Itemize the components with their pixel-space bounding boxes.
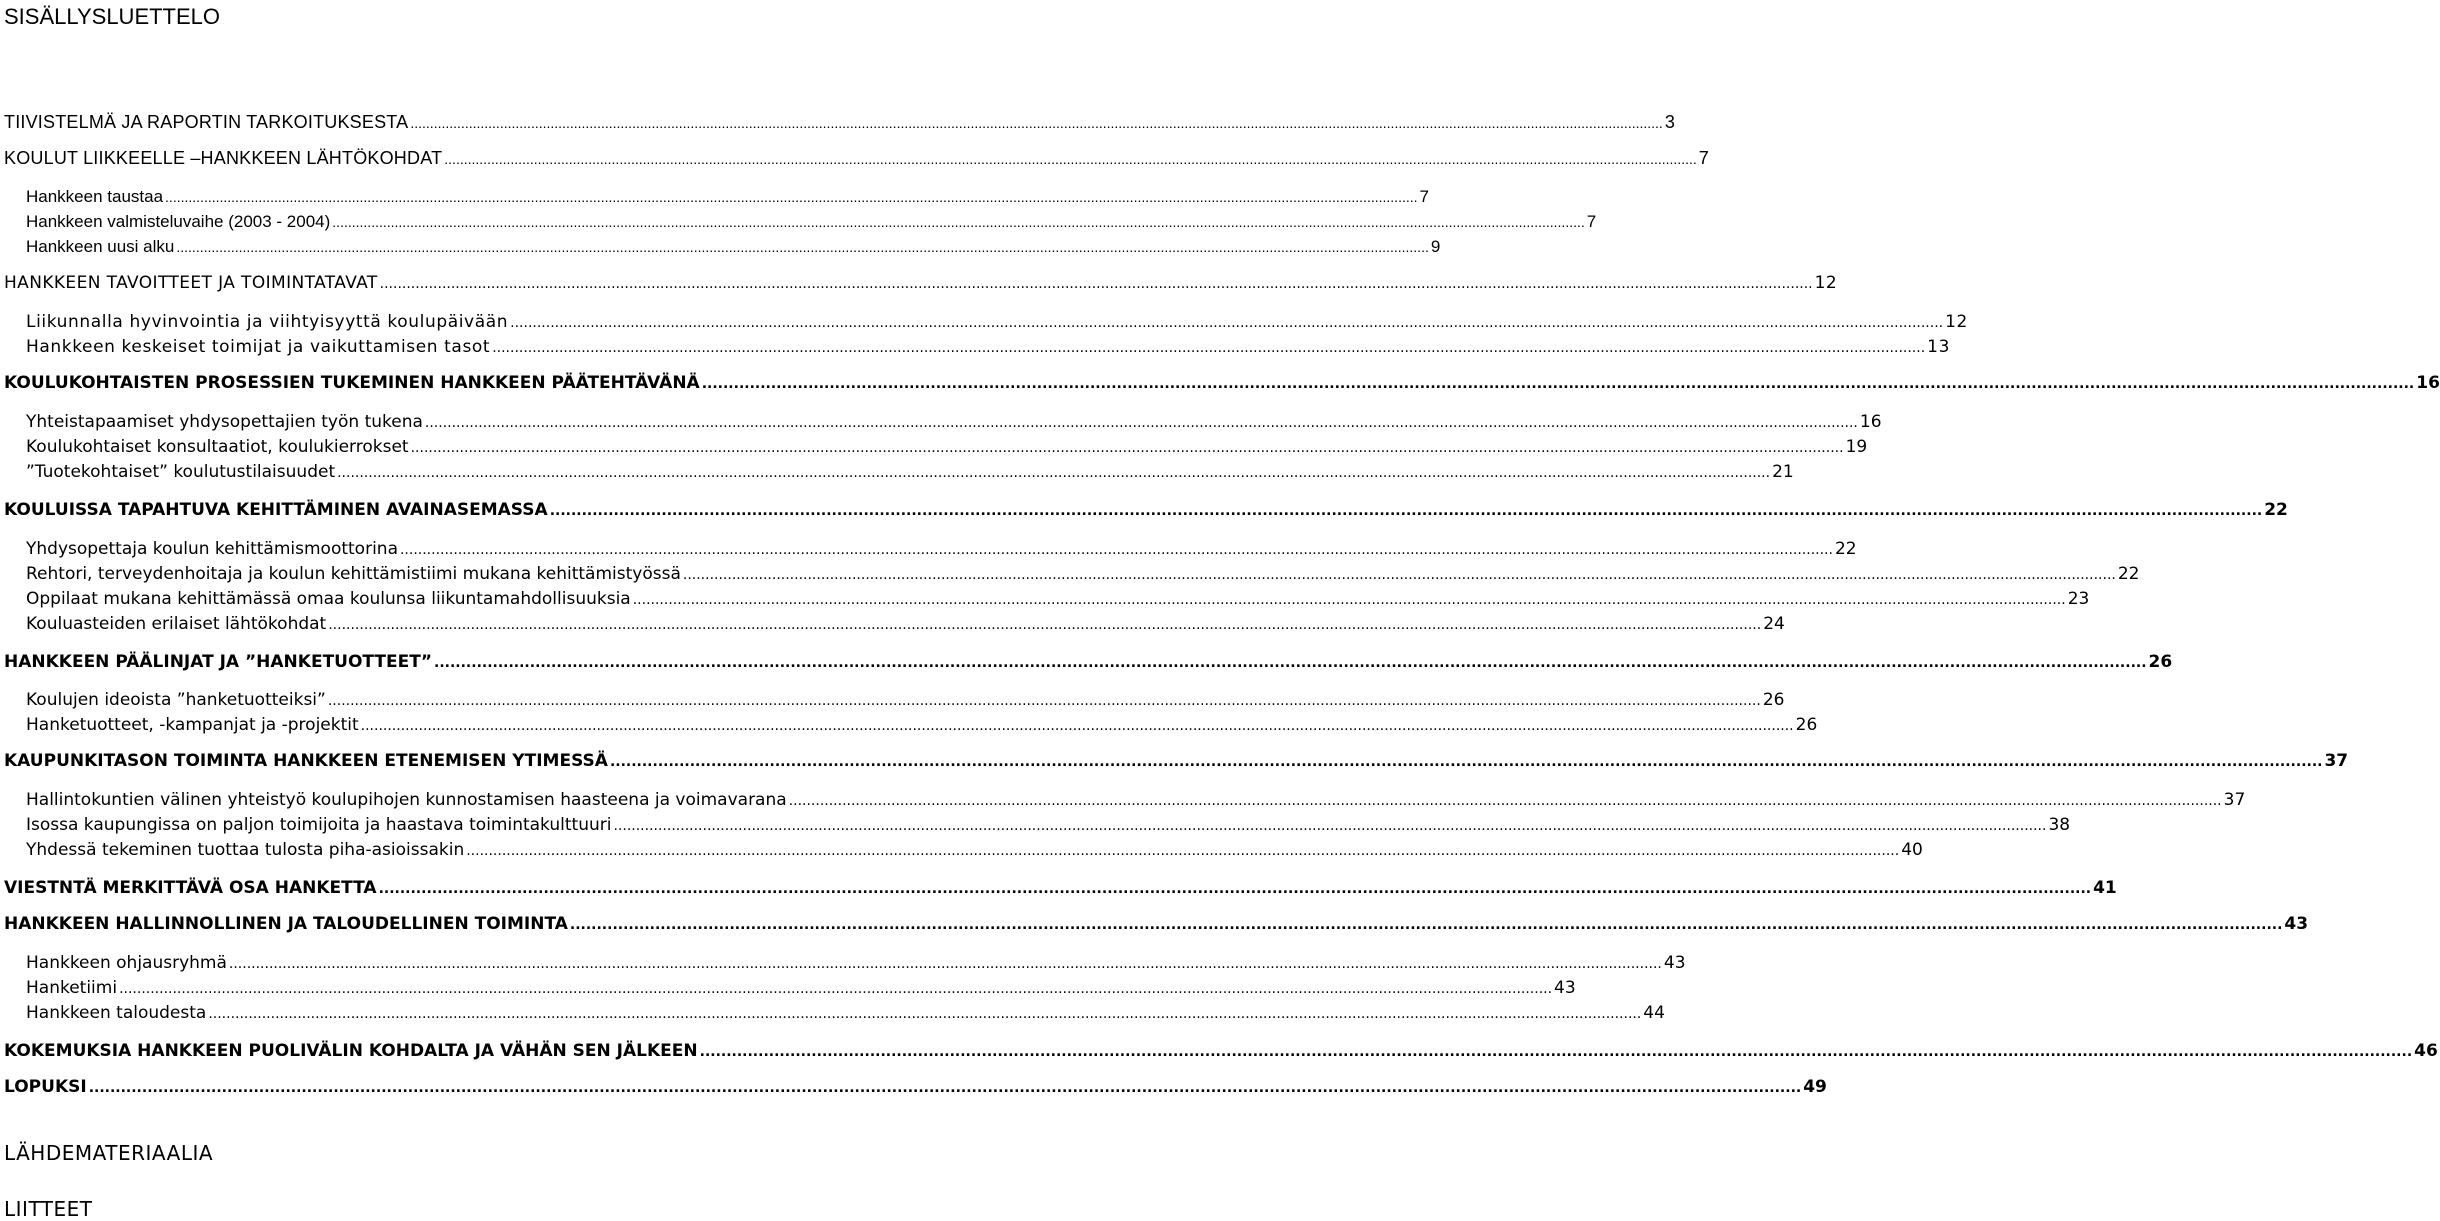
toc-entry-page: 37 bbox=[2324, 751, 2349, 771]
toc-entry-text: HANKKEEN TAVOITTEET JA TOIMINTATAVAT bbox=[4, 273, 378, 293]
dot-leader bbox=[434, 655, 2147, 671]
toc-entry-page: 26 bbox=[2148, 652, 2173, 672]
toc-entry-section[interactable] bbox=[0, 539, 1857, 563]
toc-entry-section[interactable] bbox=[0, 412, 1882, 436]
toc-entry-text: Hankkeen ohjausryhmä bbox=[26, 953, 227, 973]
toc-entry-section[interactable] bbox=[0, 462, 1794, 486]
toc-entry-text: LOPUKSI bbox=[4, 1077, 87, 1097]
toc-entry-section[interactable] bbox=[0, 312, 1968, 336]
toc-entry-text: KOULUKOHTAISTEN PROSESSIEN TUKEMINEN HANKKEEN PÄÄTEHTÄVÄNÄ bbox=[4, 373, 700, 393]
toc-entry-page: 37 bbox=[2223, 790, 2246, 810]
toc-entry-chapter[interactable] bbox=[0, 1041, 2438, 1065]
toc-entry-page: 21 bbox=[1772, 462, 1794, 482]
toc-entry-page: 26 bbox=[1762, 690, 1785, 710]
toc-entry-chapter[interactable] bbox=[0, 878, 2117, 902]
dot-leader bbox=[176, 239, 1428, 255]
toc-entry-text: KOULUISSA TAPAHTUVA KEHITTÄMINEN AVAINASEMASSA bbox=[4, 500, 548, 520]
dot-leader bbox=[410, 115, 1662, 131]
toc-entry-page: 46 bbox=[2414, 1041, 2438, 1061]
toc-entry-section[interactable] bbox=[0, 237, 1441, 261]
dot-leader bbox=[570, 917, 2283, 933]
toc-entry-section[interactable] bbox=[0, 564, 2140, 588]
toc-entry-page: 12 bbox=[1945, 312, 1968, 332]
dot-leader bbox=[380, 276, 1813, 292]
toc-entry-text: Hankkeen taustaa bbox=[26, 187, 164, 206]
toc-entry-chapter[interactable] bbox=[0, 751, 2349, 775]
toc-entry-page: 38 bbox=[2048, 815, 2071, 835]
toc-entry-text: Hanketiimi bbox=[26, 978, 118, 998]
dot-leader bbox=[444, 151, 1696, 167]
toc-entry-page: 12 bbox=[1814, 273, 1838, 293]
toc-entry-chapter[interactable] bbox=[0, 500, 2288, 524]
toc-entry-text: Yhdysopettaja koulun kehittämismoottorina bbox=[26, 539, 398, 559]
toc-entry-section[interactable] bbox=[0, 690, 1785, 714]
toc-entry-text: KAUPUNKITASON TOIMINTA HANKKEEN ETENEMISEN YTIMESSÄ bbox=[4, 751, 608, 771]
dot-leader bbox=[702, 376, 2415, 392]
toc-entry-page: 3 bbox=[1664, 112, 1676, 132]
toc-entry-text: Isossa kaupungissa on paljon toimijoita ja haastava toimintakulttuuri bbox=[26, 815, 612, 835]
toc-entry-chapter[interactable] bbox=[0, 373, 2440, 397]
dot-leader bbox=[119, 981, 1552, 997]
toc-entry-page: 44 bbox=[1643, 1003, 1665, 1023]
toc-entry-text: HANKKEEN HALLINNOLLINEN JA TALOUDELLINEN TOIMINTA bbox=[4, 914, 568, 934]
toc-entry-text: ”Tuotekohtaiset” koulutustilaisuudet bbox=[26, 462, 336, 482]
toc-entry-section[interactable] bbox=[0, 815, 2071, 839]
toc-entry-text: TIIVISTELMÄ JA RAPORTIN TARKOITUKSESTA bbox=[4, 112, 409, 132]
toc-entry-chapter[interactable] bbox=[0, 112, 1676, 136]
toc-entry-section[interactable] bbox=[0, 715, 1818, 739]
dot-leader bbox=[229, 956, 1662, 972]
dot-leader bbox=[361, 718, 1794, 734]
dot-leader bbox=[492, 340, 1925, 356]
toc-entry-section[interactable] bbox=[0, 437, 1868, 461]
dot-leader bbox=[425, 415, 1858, 431]
dot-leader bbox=[379, 881, 2092, 897]
dot-leader bbox=[700, 1044, 2413, 1060]
toc-entry-section[interactable] bbox=[0, 337, 1950, 361]
dot-leader bbox=[208, 1006, 1641, 1022]
toc-entry-text: Rehtori, terveydenhoitaja ja koulun kehittämistiimi mukana kehittämistyössä bbox=[26, 564, 681, 584]
toc-entry-page: 40 bbox=[1901, 840, 1923, 860]
toc-entry-page: 41 bbox=[2093, 878, 2117, 898]
dot-leader bbox=[683, 567, 2116, 583]
toc-entry-text: Hanketuotteet, -kampanjat ja -projektit bbox=[26, 715, 359, 735]
toc-entry-text: Hankkeen valmisteluvaihe (2003 - 2004) bbox=[26, 212, 331, 231]
dot-leader bbox=[550, 503, 2263, 519]
toc-entry-text: Kouluasteiden erilaiset lähtökohdat bbox=[26, 614, 327, 634]
toc-entry-chapter[interactable] bbox=[0, 1077, 1827, 1101]
toc-entry-page: 26 bbox=[1795, 715, 1818, 735]
toc-entry-section[interactable] bbox=[0, 1003, 1665, 1027]
toc-entry-section[interactable] bbox=[0, 614, 1785, 638]
toc-entry-text: KOKEMUKSIA HANKKEEN PUOLIVÄLIN KOHDALTA JA VÄHÄN SEN JÄLKEEN bbox=[4, 1041, 698, 1061]
toc-entry-page: 43 bbox=[1663, 953, 1686, 973]
dot-leader bbox=[613, 818, 2046, 834]
toc-entry-text: Oppilaat mukana kehittämässä omaa koulunsa liikuntamahdollisuuksia bbox=[26, 589, 631, 609]
toc-entry-page: 13 bbox=[1927, 337, 1950, 357]
toc-entry-page: 22 bbox=[1834, 539, 1857, 559]
toc-entry-section[interactable] bbox=[0, 978, 1576, 1002]
toc-entry-text: Liikunnalla hyvinvointia ja viihtyisyyttä koulupäivään bbox=[26, 312, 509, 332]
toc-entry-text: HANKKEEN PÄÄLINJAT JA ”HANKETUOTTEET” bbox=[4, 652, 433, 672]
toc-entry-text: Hankkeen keskeiset toimijat ja vaikuttamisen tasot bbox=[26, 337, 491, 357]
toc-entry-chapter[interactable] bbox=[0, 273, 1838, 297]
toc-entry-page: 16 bbox=[2416, 373, 2440, 393]
toc-entry-text: VIESTNTÄ MERKITTÄVÄ OSA HANKETTA bbox=[4, 878, 377, 898]
toc-entry-page: 16 bbox=[1859, 412, 1882, 432]
toc-entry-page: 43 bbox=[1554, 978, 1576, 998]
toc-entry-page: 7 bbox=[1698, 148, 1709, 168]
toc-entry-chapter[interactable] bbox=[0, 914, 2309, 938]
toc-entry-chapter[interactable] bbox=[0, 652, 2173, 676]
toc-entry-chapter[interactable] bbox=[0, 148, 1709, 172]
dot-leader bbox=[610, 754, 2323, 770]
toc-entry-text: KOULUT LIIKKEELLE –HANKKEEN LÄHTÖKOHDAT bbox=[4, 148, 443, 168]
dot-leader bbox=[328, 693, 1761, 709]
toc-entry-text: Yhteistapaamiset yhdysopettajien työn tukena bbox=[26, 412, 423, 432]
toc-entry-section[interactable] bbox=[0, 589, 2090, 613]
dot-leader bbox=[411, 440, 1844, 456]
dot-leader bbox=[789, 793, 2222, 809]
dot-leader bbox=[332, 214, 1584, 230]
toc-entry-section[interactable] bbox=[0, 953, 1686, 977]
toc-entry-page: 22 bbox=[2117, 564, 2140, 584]
toc-entry-text: Koulukohtaiset konsultaatiot, koulukierrokset bbox=[26, 437, 409, 457]
toc-entry-text: Koulujen ideoista ”hanketuotteiksi” bbox=[26, 690, 326, 710]
dot-leader bbox=[510, 315, 1943, 331]
toc-entry-page: 23 bbox=[2067, 589, 2090, 609]
toc-entry-section[interactable] bbox=[0, 790, 2246, 814]
toc-entry-page: 43 bbox=[2284, 914, 2309, 934]
toc-entry-section[interactable] bbox=[0, 187, 1429, 211]
dot-leader bbox=[466, 843, 1899, 859]
toc-entry-section[interactable] bbox=[0, 840, 1923, 864]
toc-entry-page: 24 bbox=[1763, 614, 1785, 634]
dot-leader bbox=[400, 542, 1833, 558]
toc-entry-text: Hallintokuntien välinen yhteistyö koulupihojen kunnostamisen haasteena ja voimavarana bbox=[26, 790, 787, 810]
toc-entry-text: Yhdessä tekeminen tuottaa tulosta piha-asioissakin bbox=[26, 840, 465, 860]
toc-entry-page: 22 bbox=[2264, 500, 2288, 520]
dot-leader bbox=[337, 465, 1770, 481]
toc-entry-section[interactable] bbox=[0, 212, 1597, 236]
toc-entry-page: 9 bbox=[1430, 237, 1441, 256]
toc-entry-page: 19 bbox=[1845, 437, 1868, 457]
appendix-heading-attachments[interactable]: LIITTEET bbox=[4, 1197, 93, 1221]
toc-entry-page: 7 bbox=[1586, 212, 1597, 231]
toc-entry-text: Hankkeen uusi alku bbox=[26, 237, 175, 256]
dot-leader bbox=[328, 617, 1761, 633]
dot-leader bbox=[89, 1080, 1802, 1096]
toc-entry-page: 7 bbox=[1419, 187, 1429, 206]
toc-entry-page: 49 bbox=[1803, 1077, 1827, 1097]
page-title: SISÄLLYSLUETTELO bbox=[4, 4, 221, 29]
toc-entry-text: Hankkeen taloudesta bbox=[26, 1003, 207, 1023]
appendix-heading-sources[interactable]: LÄHDEMATERIAALIA bbox=[4, 1141, 214, 1165]
dot-leader bbox=[633, 592, 2066, 608]
dot-leader bbox=[165, 189, 1417, 205]
